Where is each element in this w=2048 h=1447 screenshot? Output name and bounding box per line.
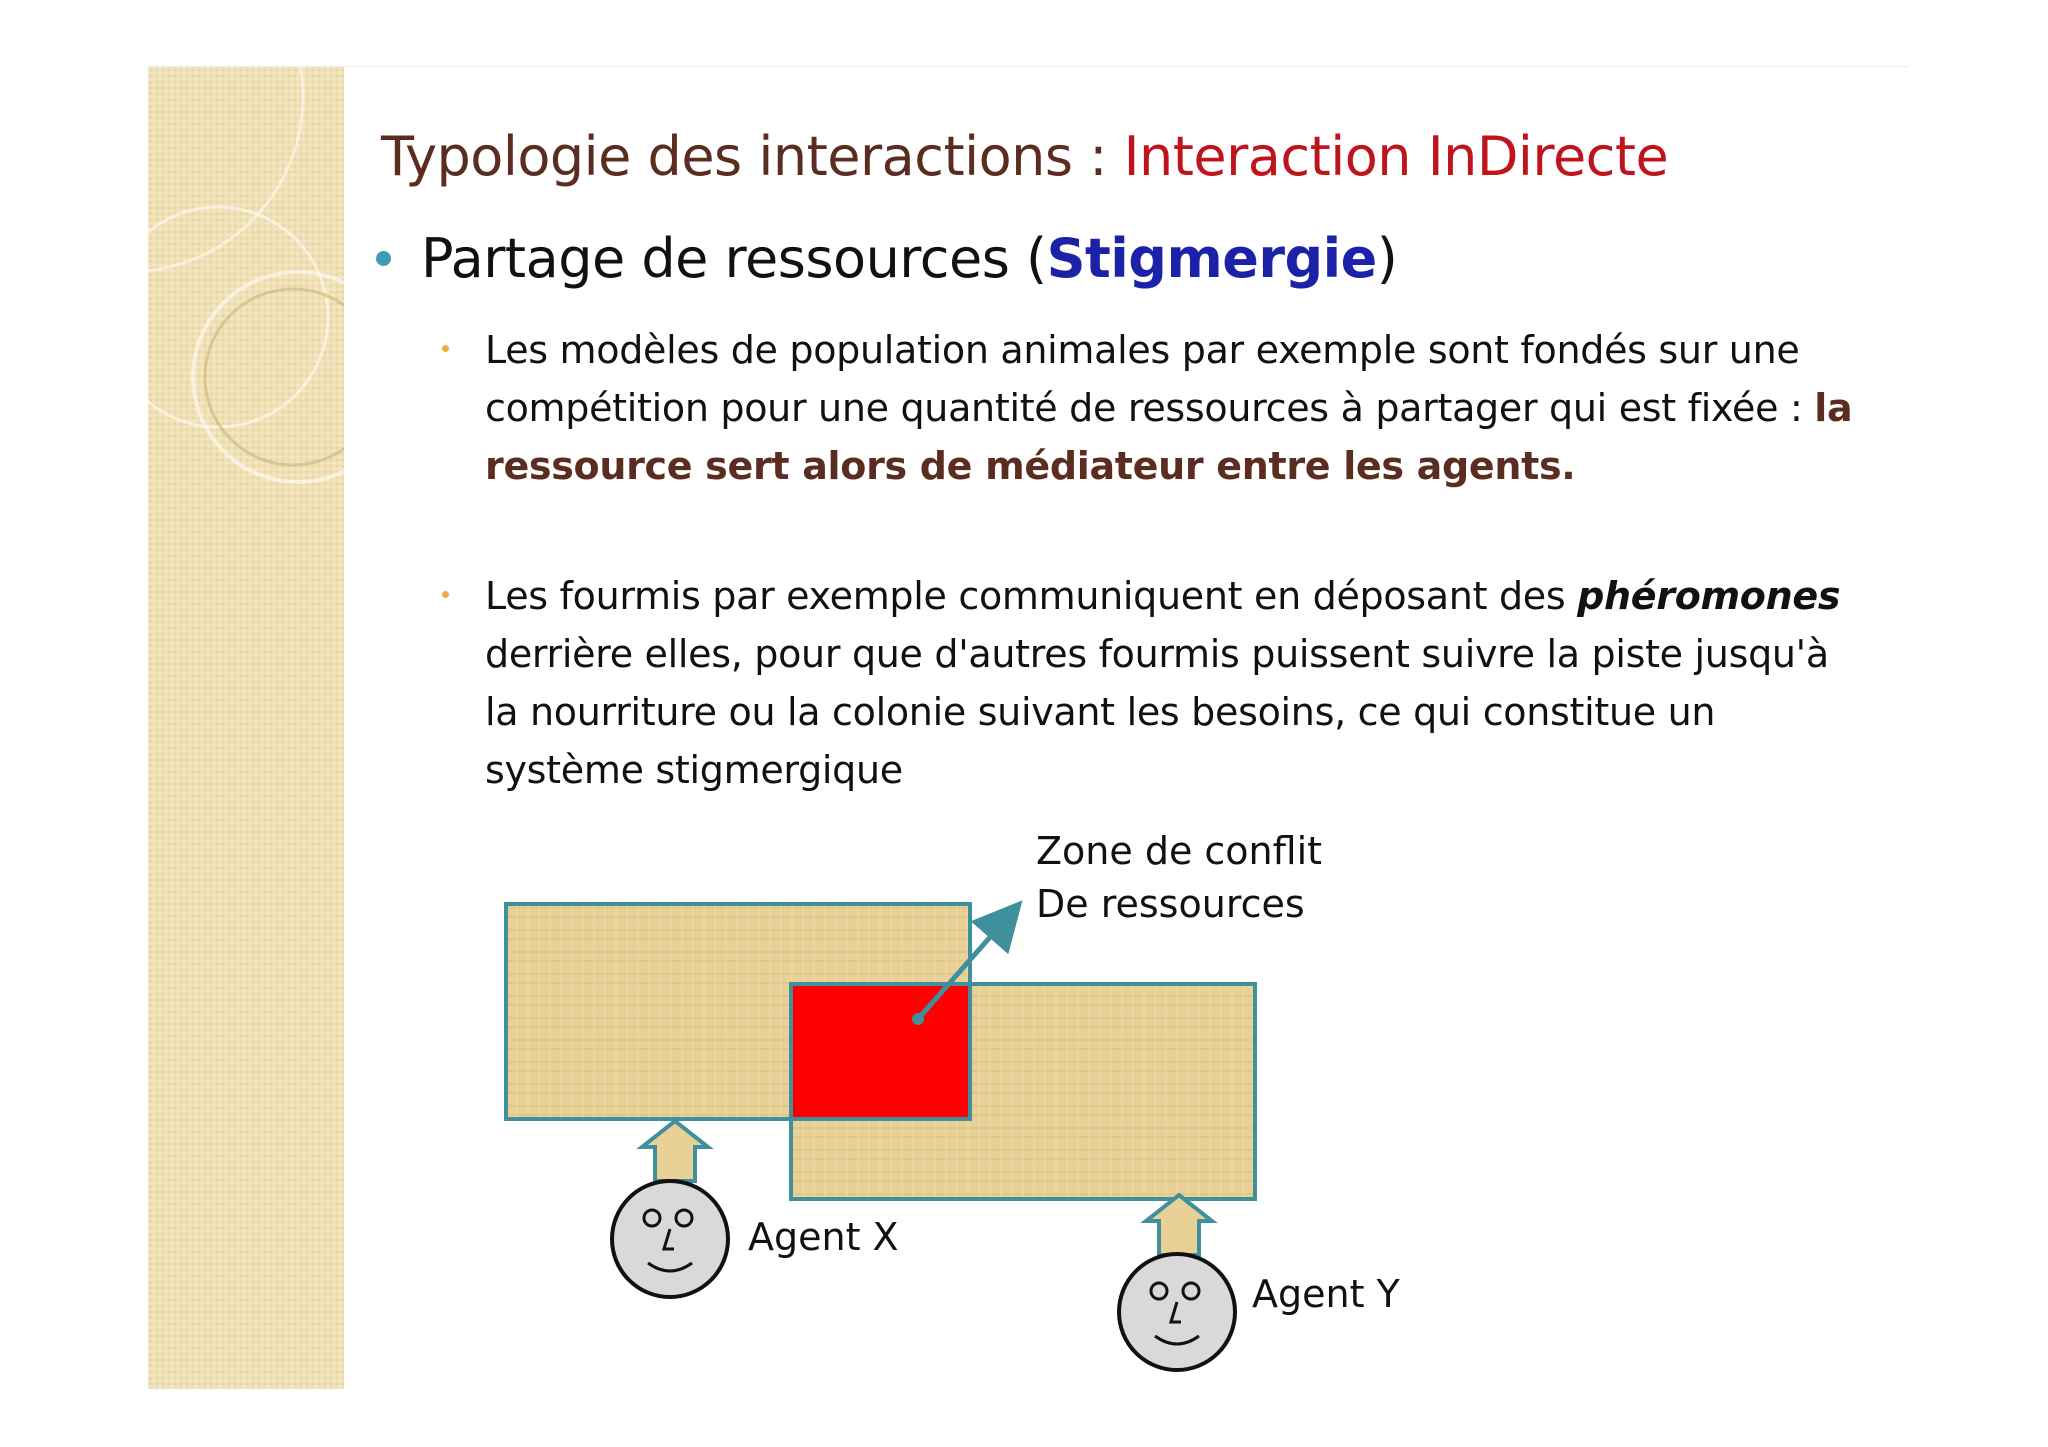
- sub2-after: derrière elles, pour que d'autres fourmis puissent suivre la piste jusqu'à la nourriture ou la colonie suivant les besoins, ce qui constitue un système stigmergique: [485, 632, 1829, 792]
- slide: [148, 66, 1908, 1389]
- conflict-zone: [791, 984, 970, 1119]
- conflict-point: [912, 1013, 924, 1025]
- sub2-emph: phéromones: [1577, 574, 1841, 618]
- bullet1-after: ): [1376, 227, 1398, 290]
- resource-conflict-diagram: [148, 67, 1908, 1389]
- bullet1-emph: Stigmergie: [1046, 227, 1377, 290]
- title-accent: Interaction InDirecte: [1123, 125, 1669, 188]
- agent-y-face-icon: [1119, 1254, 1235, 1370]
- agent-x-face-icon: [612, 1181, 728, 1297]
- sub2-before: Les fourmis par exemple communiquent en déposant des: [485, 574, 1578, 618]
- agent-y-label: Agent Y: [1252, 1272, 1400, 1316]
- agent-y-arrow-icon: [1146, 1195, 1212, 1255]
- title-main: Typologie des interactions :: [381, 125, 1124, 188]
- sub1-text: Les modèles de population animales par exemple sont fondés sur une compétition pour une quantité de ressources à partager qui est fixée :: [485, 328, 1815, 430]
- conflict-label-line2: De ressources: [1036, 882, 1305, 926]
- conflict-label-line1: Zone de conflit: [1036, 829, 1323, 873]
- agent-x-label: Agent X: [748, 1215, 899, 1259]
- agent-x-arrow-icon: [642, 1121, 708, 1181]
- bullet1-before: Partage de ressources (: [421, 227, 1047, 290]
- sub1-emph: la ressource sert alors de médiateur entre les agents.: [485, 386, 1853, 488]
